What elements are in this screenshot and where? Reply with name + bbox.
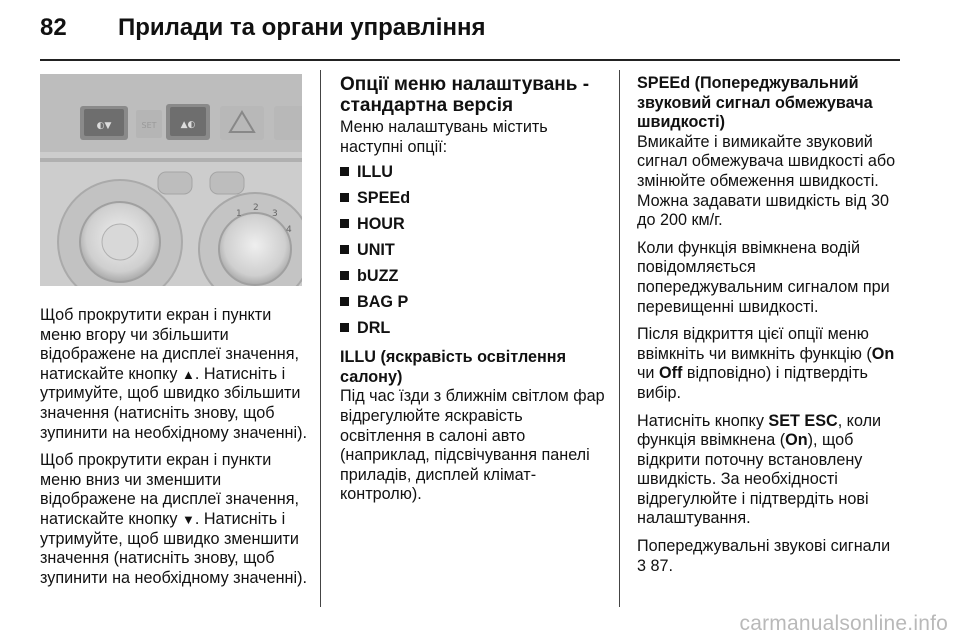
page-number: 82 bbox=[40, 14, 67, 41]
option-item: ILLU bbox=[340, 163, 608, 182]
speed-paragraph-3: Після відкриття цієї опції меню ввімкніть чи вимкніть функцію (On чи Off відповідно) і підтвердіть вибір. bbox=[637, 325, 895, 402]
illu-text: Під час їзди з ближнім світлом фар відрегулюйте яскравість освітлення в салоні авто (наприклад, підсвічування панелі приладів, дисплей клімат-контролю). bbox=[340, 387, 605, 504]
svg-text:4: 4 bbox=[286, 225, 292, 235]
speed-title: SPEEd (Попереджувальний звуковий сигнал обмежувача швидкості) bbox=[637, 74, 873, 132]
option-item: SPEEd bbox=[340, 189, 608, 208]
watermark: carmanualsonline.info bbox=[739, 612, 948, 635]
down-triangle-icon: ▼ bbox=[182, 511, 195, 527]
svg-text:3: 3 bbox=[272, 209, 278, 219]
bullet-square-icon bbox=[340, 167, 349, 176]
speed-paragraph-2: Коли функція ввімкнена водій повідомляється попереджувальним сигналом при перевищенні швидкості. bbox=[637, 238, 890, 316]
dashboard-controls-photo bbox=[40, 74, 302, 286]
column-3 bbox=[637, 74, 905, 584]
page-header bbox=[40, 14, 900, 50]
dashboard-illustration bbox=[40, 74, 302, 286]
bullet-square-icon bbox=[340, 245, 349, 254]
illu-title: ILLU (яскравість освітлення салону) bbox=[340, 348, 567, 386]
option-item: UNIT bbox=[340, 241, 608, 260]
option-item: BAG P bbox=[340, 293, 608, 312]
bullet-square-icon bbox=[340, 271, 349, 280]
column-divider-1 bbox=[320, 70, 321, 607]
bullet-square-icon bbox=[340, 219, 349, 228]
paragraph-scroll-up: Щоб прокрутити екран і пункти меню вгору чи збільшити відображене на дисплеї значення, натискайте кнопку ▲. Натисніть і утримуйте, щоб швидко збільшити значення (натисніть знову, щоб зупинити на необхідному значенні). bbox=[40, 306, 307, 442]
paragraph-scroll-down: Щоб прокрутити екран і пункти меню вниз чи зменшити відображене на дисплеї значення, натискайте кнопку ▼. Натисніть і утримуйте, щоб швидко зменшити значення (натисніть знову, щоб зупинити на необхідному значенні). bbox=[40, 451, 307, 587]
bullet-square-icon bbox=[340, 193, 349, 202]
svg-text:SET: SET bbox=[141, 121, 157, 130]
speed-paragraph-5: Попереджувальні звукові сигнали 3 87. bbox=[637, 537, 891, 575]
column-divider-2 bbox=[619, 70, 620, 607]
speed-paragraph-1: Вмикайте і вимикайте звуковий сигнал обмежувача швидкості або змінюйте обмеження швидкості. Можна задавати швидкість від 30 до 200 км/г. bbox=[637, 132, 896, 230]
svg-text:◐▼: ◐▼ bbox=[96, 121, 112, 131]
option-item: bUZZ bbox=[340, 267, 608, 286]
svg-text:▲◐: ▲◐ bbox=[180, 120, 196, 130]
svg-text:2: 2 bbox=[253, 203, 259, 213]
column-1 bbox=[40, 74, 312, 596]
section-title-settings: Опції меню налаштувань - стандартна версія bbox=[340, 74, 590, 116]
header-rule bbox=[40, 59, 900, 61]
bullet-square-icon bbox=[340, 297, 349, 306]
option-item: HOUR bbox=[340, 215, 608, 234]
page-title: Прилади та органи управління bbox=[118, 14, 486, 41]
svg-text:1: 1 bbox=[236, 209, 242, 219]
up-triangle-icon: ▲ bbox=[182, 366, 195, 382]
column-2 bbox=[340, 74, 608, 513]
settings-intro: Меню налаштувань містить наступні опції: bbox=[340, 118, 548, 156]
page-reference-link[interactable]: 87. bbox=[650, 556, 674, 575]
speed-paragraph-4: Натисніть кнопку SET ESC, коли функція ввімкнена (On), щоб відкрити поточну встановлену швидкість. За необхідності відрегулюйте і підтвердіть нові налаштування. bbox=[637, 411, 882, 528]
page-reference-icon: 3 bbox=[637, 556, 647, 575]
option-item: DRL bbox=[340, 319, 608, 338]
bullet-square-icon bbox=[340, 323, 349, 332]
settings-option-list bbox=[340, 163, 608, 338]
